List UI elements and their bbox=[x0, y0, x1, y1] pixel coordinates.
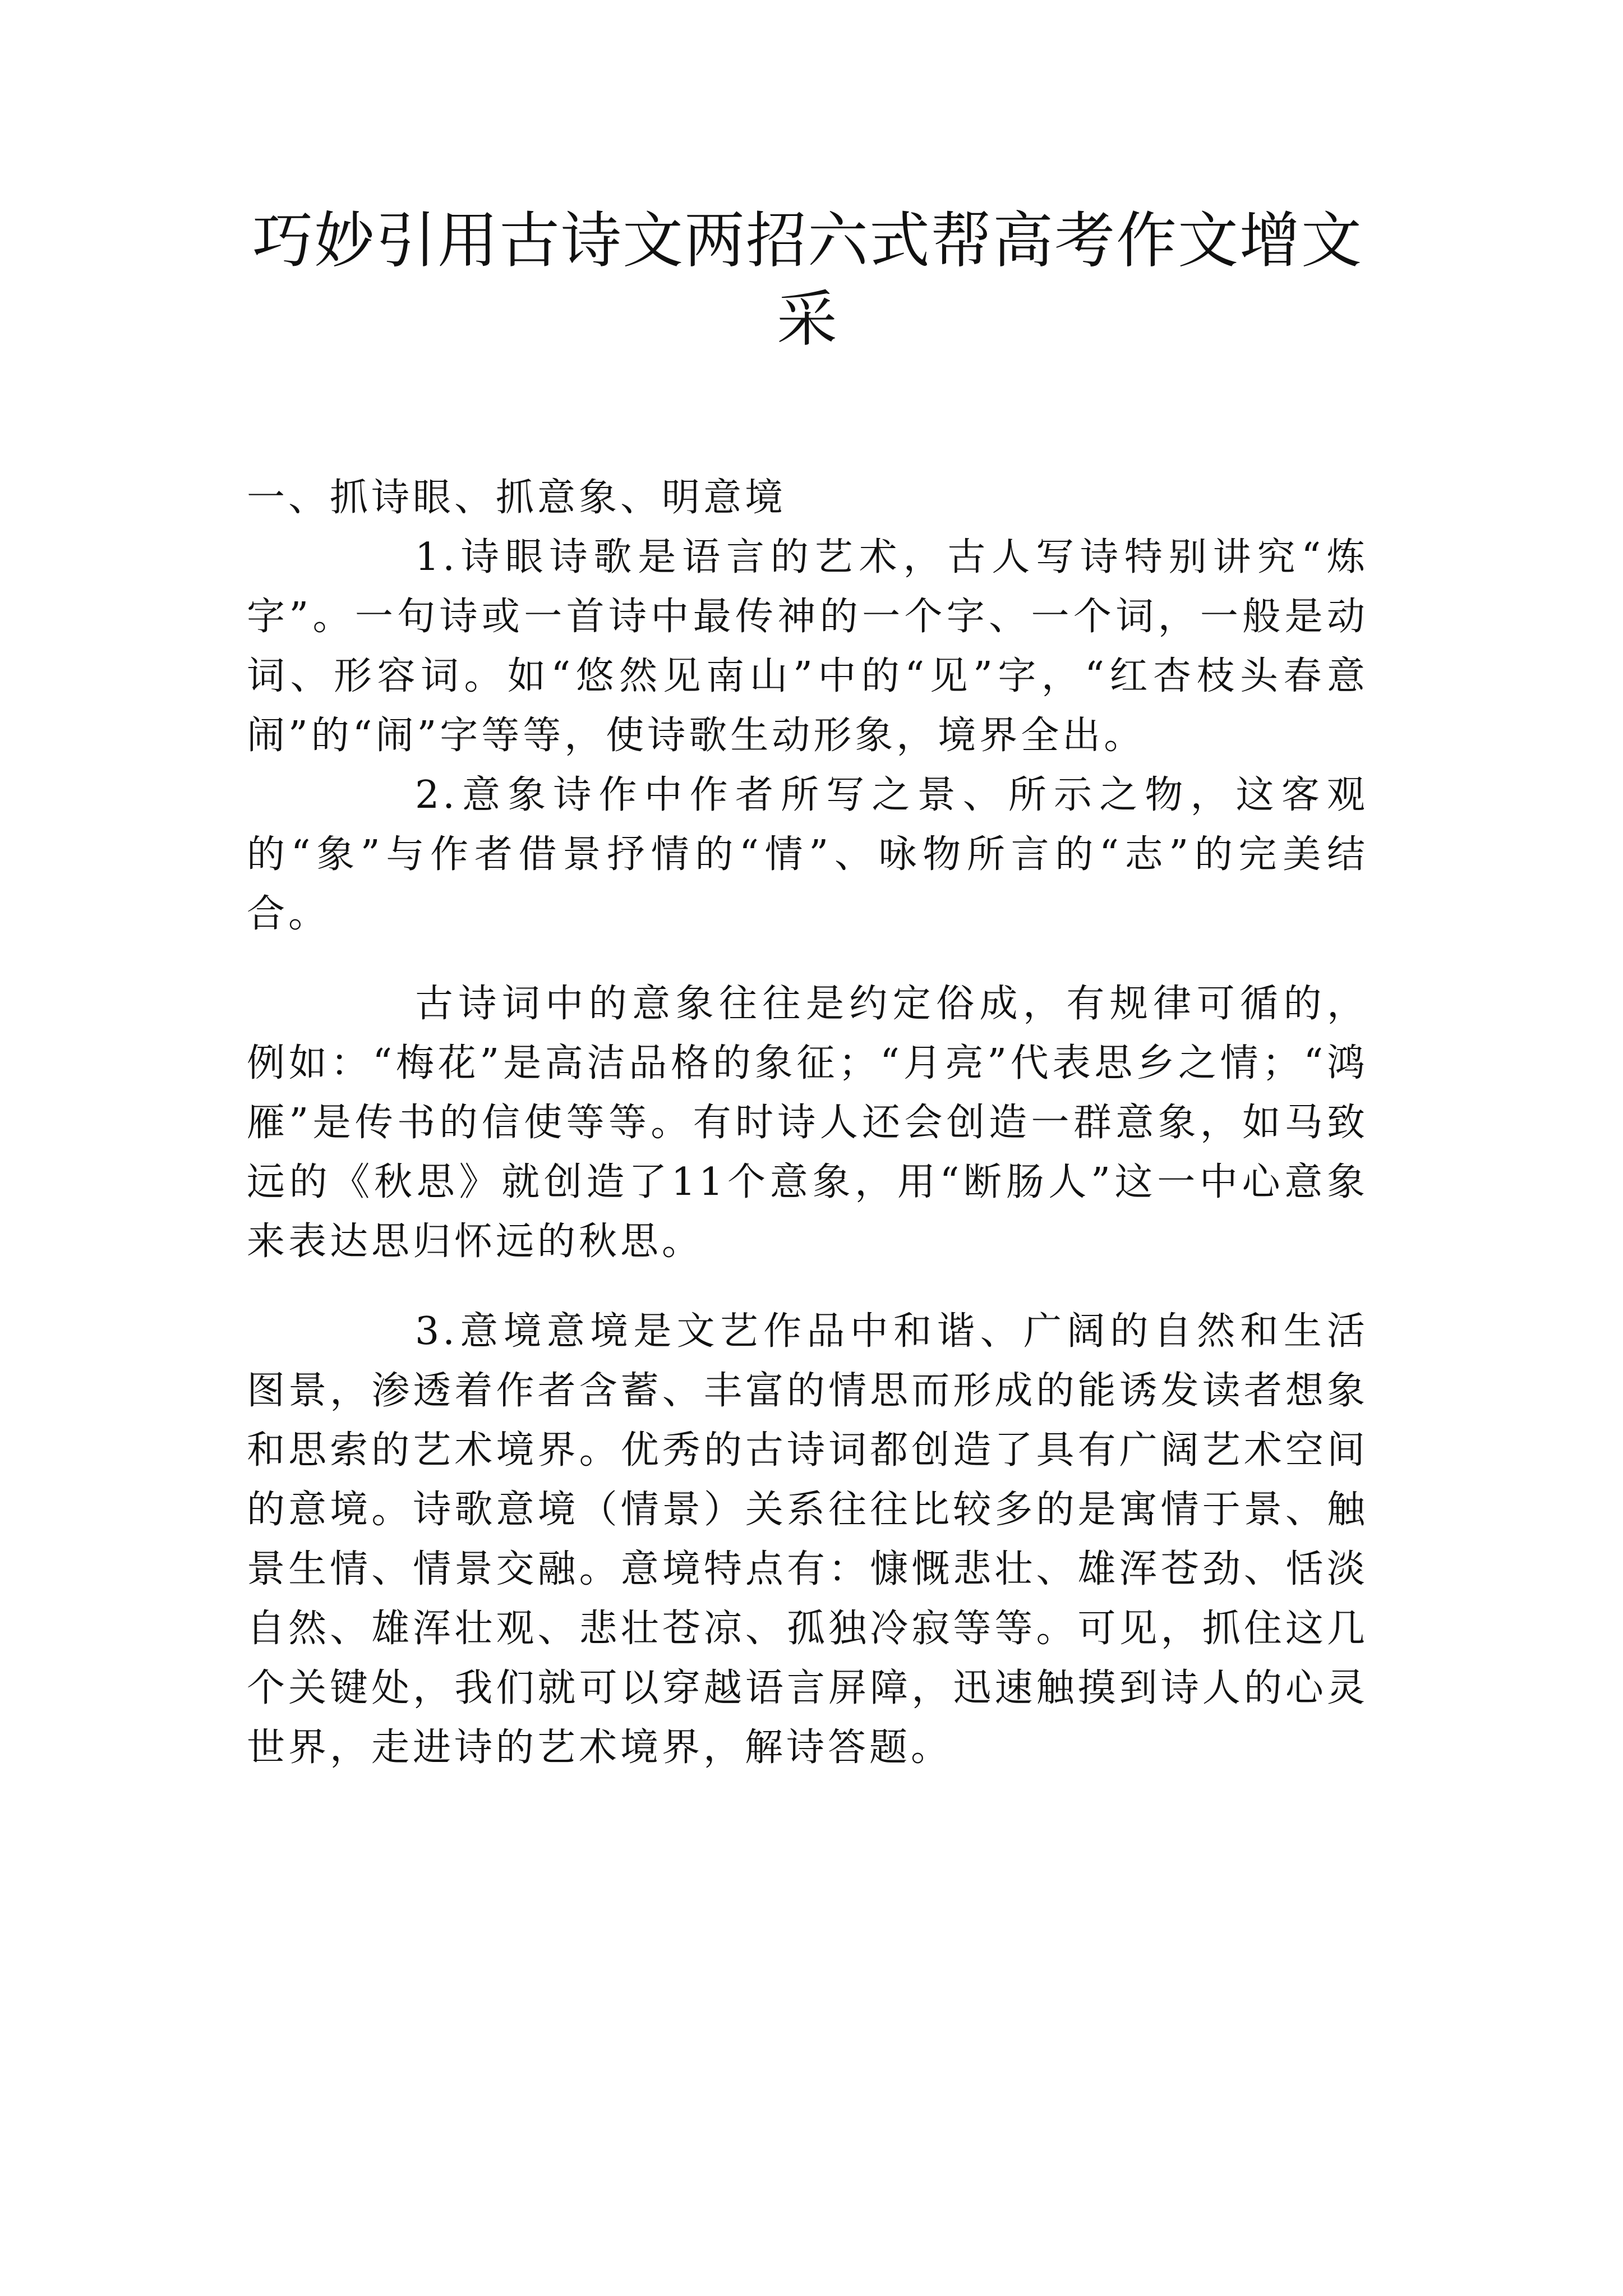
paragraph-imagery: 2.意象诗作中作者所写之景、所示之物，这客观的“象”与作者借景抒情的“情”、咏物所言的“志”的完美结合。 bbox=[247, 773, 1368, 936]
paragraph-artistic-conception: 3.意境意境是文艺作品中和谐、广阔的自然和生活图景，渗透着作者含蓄、丰富的情思而形成的能诱发读者想象和思索的艺术境界。优秀的古诗词都创造了具有广阔艺术空间的意境。诗歌意境（情景）关系往往比较多的是寓情于景、触景生情、情景交融。意境特点有：慷慨悲壮、雄浑苍劲、恬淡自然、雄浑壮观、悲壮苍凉、孤独冷寂等等。可见，抓住这几个关键处，我们就可以穿越语言屏障，迅速触摸到诗人的心灵世界，走进诗的艺术境界，解诗答题。 bbox=[247, 1309, 1368, 1770]
paragraph-poetic-eye: 1.诗眼诗歌是语言的艺术，古人写诗特别讲究“炼字”。一句诗或一首诗中最传神的一个字、一个词，一般是动词、形容词。如“悠然见南山”中的“见”字，“红杏枝头春意闹”的“闹”字等等，使诗歌生动形象，境界全出。 bbox=[247, 535, 1368, 758]
paragraph-imagery-examples: 古诗词中的意象往往是约定俗成，有规律可循的，例如：“梅花”是高洁品格的象征；“月亮”代表思乡之情；“鸿雁”是传书的信使等等。有时诗人还会创造一群意象，如马致远的《秋思》就创造了11个意象，用“断肠人”这一中心意象来表达思归怀远的秋思。 bbox=[247, 982, 1368, 1264]
document-title: 巧妙引用古诗文两招六式帮高考作文增文采 bbox=[252, 206, 1363, 355]
document-body bbox=[247, 468, 1368, 1778]
section-heading: 一、抓诗眼、抓意象、明意境 bbox=[247, 476, 787, 520]
